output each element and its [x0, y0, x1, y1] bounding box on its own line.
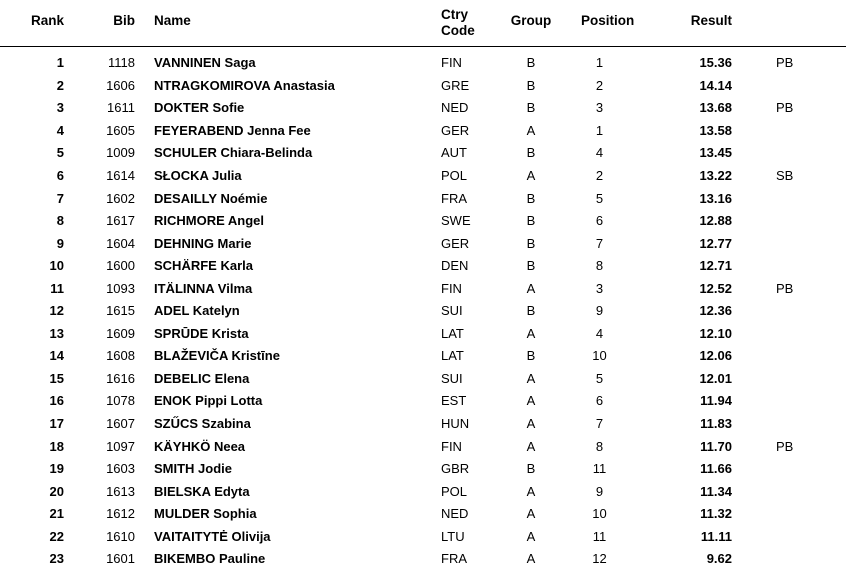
position-cell: 10: [592, 348, 607, 364]
spacer-cell: [732, 413, 776, 436]
header-position: Position: [581, 0, 618, 47]
table-row: [0, 300, 846, 323]
country-code-cell: SUI: [441, 303, 463, 319]
position-cell: 8: [595, 258, 604, 274]
group-cell: B: [526, 348, 536, 364]
athlete-name-cell: SPRŪDE Krista: [154, 325, 249, 341]
table-row: [0, 548, 846, 571]
country-code-cell: SWE: [441, 213, 471, 229]
table-row: [0, 47, 846, 75]
table-row: [0, 75, 846, 98]
position-cell: 3: [595, 100, 604, 116]
record-note-cell: [776, 480, 846, 503]
table-row: [0, 480, 846, 503]
header-ctry-line1: Ctry: [441, 7, 469, 22]
country-code-cell: FRA: [441, 190, 467, 206]
spacer-cell: [732, 548, 776, 571]
header-spacer: [135, 0, 154, 47]
table-row: [0, 277, 846, 300]
rank-cell: 5: [56, 145, 64, 161]
group-cell: B: [526, 235, 536, 251]
bib-cell: 1009: [106, 145, 135, 161]
group-cell: A: [526, 168, 536, 183]
bib-cell: 1614: [106, 168, 135, 183]
spacer-cell: [135, 548, 154, 571]
position-cell: 9: [595, 303, 604, 319]
rank-cell: 1: [56, 55, 64, 71]
group-cell: B: [526, 461, 536, 477]
table-row: [0, 390, 846, 413]
rank-cell: 18: [49, 438, 64, 454]
table-row: [0, 323, 846, 346]
group-cell: A: [526, 325, 536, 341]
table-row: [0, 368, 846, 391]
result-cell: 12.71: [699, 258, 732, 274]
header-rank: Rank: [0, 0, 64, 47]
spacer-cell: [732, 435, 776, 458]
position-cell: 12: [592, 551, 607, 567]
spacer-cell: [732, 458, 776, 481]
position-cell: 5: [595, 370, 604, 386]
bib-cell: 1601: [106, 551, 135, 567]
position-cell: 2: [595, 168, 604, 183]
athlete-name-cell: DEHNING Marie: [154, 235, 252, 251]
group-cell: B: [526, 258, 536, 274]
bib-cell: 1612: [106, 506, 135, 522]
table-row: [0, 210, 846, 233]
record-note-cell: [776, 142, 846, 165]
result-cell: 15.36: [699, 55, 732, 71]
header-country-code: [441, 0, 481, 47]
rank-cell: 16: [49, 393, 64, 409]
result-cell: 12.77: [699, 235, 732, 251]
record-note-cell: [776, 323, 846, 346]
athlete-name-cell: FEYERABEND Jenna Fee: [154, 122, 311, 138]
bib-cell: 1606: [106, 77, 135, 93]
rank-cell: 7: [56, 190, 64, 206]
spacer-cell: [732, 75, 776, 98]
rank-cell: 23: [49, 551, 64, 567]
spacer-cell: [732, 255, 776, 278]
table-row: [0, 525, 846, 548]
bib-cell: 1603: [106, 461, 135, 477]
table-row: [0, 255, 846, 278]
rank-cell: 9: [56, 235, 64, 251]
result-cell: 11.94: [700, 393, 732, 409]
spacer-cell: [135, 413, 154, 436]
country-code-cell: EST: [441, 393, 467, 409]
spacer-cell: [732, 187, 776, 210]
table-row: [0, 97, 846, 120]
position-cell: 10: [592, 506, 607, 522]
athlete-name-cell: RICHMORE Angel: [154, 213, 265, 229]
country-code-cell: LAT: [441, 325, 464, 341]
rank-cell: 20: [49, 483, 64, 499]
bib-cell: 1613: [106, 483, 135, 499]
record-note-cell: SB: [776, 168, 794, 183]
rank-cell: 22: [49, 528, 64, 544]
athlete-name-cell: DOKTER Sofie: [154, 100, 245, 116]
result-cell: 13.68: [699, 100, 732, 116]
spacer-cell: [732, 47, 776, 75]
spacer-cell: [135, 323, 154, 346]
record-note-cell: PB: [776, 280, 794, 296]
athlete-name-cell: ITÄLINNA Vilma: [154, 280, 253, 296]
spacer-cell: [732, 165, 776, 188]
spacer-cell: [135, 232, 154, 255]
spacer-cell: [135, 187, 154, 210]
country-code-cell: GER: [441, 122, 470, 138]
bib-cell: 1610: [106, 528, 135, 544]
position-cell: 7: [595, 235, 604, 251]
rank-cell: 3: [56, 100, 64, 116]
position-cell: 7: [595, 416, 604, 432]
result-cell: 12.36: [699, 303, 732, 319]
table-row: [0, 142, 846, 165]
bib-cell: 1616: [106, 370, 135, 386]
country-code-cell: AUT: [441, 145, 467, 161]
record-note-cell: [776, 345, 846, 368]
record-note-cell: [776, 525, 846, 548]
group-cell: A: [526, 280, 536, 296]
spacer-cell: [732, 323, 776, 346]
record-note-cell: [776, 232, 846, 255]
header-result: Result: [618, 0, 732, 47]
country-code-cell: NED: [441, 506, 469, 522]
result-cell: 11.34: [700, 483, 732, 499]
table-row: [0, 413, 846, 436]
position-cell: 11: [592, 528, 607, 544]
result-cell: 12.52: [699, 280, 732, 296]
position-cell: 1: [595, 122, 604, 138]
position-cell: 11: [592, 461, 607, 477]
group-cell: A: [526, 416, 536, 432]
spacer-cell: [135, 255, 154, 278]
spacer-cell: [732, 142, 776, 165]
rank-cell: 11: [50, 280, 64, 296]
athlete-name-cell: KÄYHKÖ Neea: [154, 438, 246, 454]
table-row: [0, 232, 846, 255]
group-cell: A: [526, 438, 536, 454]
country-code-cell: LAT: [441, 348, 464, 364]
position-cell: 4: [595, 145, 604, 161]
athlete-name-cell: MULDER Sophia: [154, 506, 257, 522]
country-code-cell: LTU: [441, 528, 465, 544]
group-cell: A: [526, 551, 536, 567]
position-cell: 9: [595, 483, 604, 499]
spacer-cell: [135, 435, 154, 458]
bib-cell: 1093: [106, 280, 135, 296]
rank-cell: 4: [56, 122, 64, 138]
spacer-cell: [732, 368, 776, 391]
bib-cell: 1608: [106, 348, 135, 364]
header-spacer: [732, 0, 776, 47]
rank-cell: 10: [49, 258, 64, 274]
position-cell: 8: [595, 438, 604, 454]
athlete-name-cell: DESAILLY Noémie: [154, 190, 268, 206]
record-note-cell: [776, 300, 846, 323]
spacer-cell: [732, 210, 776, 233]
athlete-name-cell: BLAŽEVIČA Kristīne: [154, 348, 280, 364]
spacer-cell: [732, 120, 776, 143]
group-cell: A: [526, 122, 536, 138]
spacer-cell: [732, 503, 776, 526]
bib-cell: 1609: [106, 325, 135, 341]
athlete-name-cell: SCHÄRFE Karla: [154, 258, 253, 274]
bib-cell: 1615: [106, 303, 135, 319]
group-cell: B: [526, 303, 536, 319]
table-row: [0, 345, 846, 368]
spacer-cell: [135, 120, 154, 143]
record-note-cell: [776, 75, 846, 98]
bib-cell: 1602: [106, 190, 135, 206]
rank-cell: 14: [49, 348, 64, 364]
table-body: [0, 47, 846, 571]
spacer-cell: [732, 480, 776, 503]
athlete-name-cell: SŁOCKA Julia: [154, 168, 242, 183]
spacer-cell: [135, 480, 154, 503]
country-code-cell: FRA: [441, 551, 467, 567]
country-code-cell: HUN: [441, 416, 470, 432]
rank-cell: 8: [56, 213, 64, 229]
spacer-cell: [732, 97, 776, 120]
country-code-cell: POL: [441, 168, 468, 183]
spacer-cell: [135, 47, 154, 75]
record-note-cell: [776, 548, 846, 571]
record-note-cell: [776, 210, 846, 233]
position-cell: 5: [595, 190, 604, 206]
group-cell: A: [526, 483, 536, 499]
record-note-cell: [776, 503, 846, 526]
athlete-name-cell: DEBELIC Elena: [154, 370, 250, 386]
rank-cell: 19: [49, 461, 64, 477]
record-note-cell: [776, 413, 846, 436]
athlete-name-cell: ENOK Pippi Lotta: [154, 393, 263, 409]
position-cell: 1: [595, 55, 604, 71]
result-cell: 11.70: [700, 438, 732, 454]
spacer-cell: [135, 368, 154, 391]
spacer-cell: [732, 232, 776, 255]
country-code-cell: GER: [441, 235, 470, 251]
athlete-name-cell: BIKEMBO Pauline: [154, 551, 266, 567]
rank-cell: 6: [56, 168, 64, 183]
result-cell: 14.14: [699, 77, 732, 93]
table-row: [0, 165, 846, 188]
bib-cell: 1617: [106, 213, 135, 229]
result-cell: 13.45: [699, 145, 732, 161]
country-code-cell: FIN: [441, 438, 462, 454]
athlete-name-cell: VAITAITYTĖ Olivija: [154, 528, 271, 544]
header-ctry-line2: Code: [441, 23, 475, 38]
rank-cell: 12: [49, 303, 64, 319]
spacer-cell: [135, 300, 154, 323]
position-cell: 6: [595, 213, 604, 229]
spacer-cell: [135, 458, 154, 481]
position-cell: 4: [595, 325, 604, 341]
group-cell: A: [526, 393, 536, 409]
result-cell: 12.01: [699, 370, 732, 386]
group-cell: A: [526, 370, 536, 386]
spacer-cell: [732, 345, 776, 368]
bib-cell: 1097: [106, 438, 135, 454]
rank-cell: 15: [49, 370, 64, 386]
country-code-cell: DEN: [441, 258, 469, 274]
table-row: [0, 435, 846, 458]
bib-cell: 1607: [106, 416, 135, 432]
table-row: [0, 120, 846, 143]
athlete-name-cell: NTRAGKOMIROVA Anastasia: [154, 77, 335, 93]
bib-cell: 1118: [108, 55, 135, 71]
athlete-name-cell: ADEL Katelyn: [154, 303, 240, 319]
position-cell: 2: [595, 77, 604, 93]
result-cell: 13.16: [699, 190, 732, 206]
bib-cell: 1611: [107, 100, 135, 116]
bib-cell: 1078: [106, 393, 135, 409]
position-cell: 3: [595, 280, 604, 296]
country-code-cell: GBR: [441, 461, 470, 477]
bib-cell: 1604: [106, 235, 135, 251]
record-note-cell: [776, 368, 846, 391]
record-note-cell: [776, 458, 846, 481]
header-name: Name: [154, 0, 441, 47]
spacer-cell: [135, 390, 154, 413]
group-cell: B: [526, 77, 536, 93]
table-header: [0, 0, 846, 47]
result-cell: 11.32: [700, 506, 732, 522]
header-note: [776, 0, 846, 47]
table-row: [0, 187, 846, 210]
spacer-cell: [135, 503, 154, 526]
athlete-name-cell: SMITH Jodie: [154, 461, 233, 477]
result-cell: 13.58: [699, 122, 732, 138]
rank-cell: 13: [49, 325, 64, 341]
group-cell: B: [526, 100, 536, 116]
bib-cell: 1605: [106, 122, 135, 138]
rank-cell: 21: [49, 506, 64, 522]
group-cell: B: [526, 213, 536, 229]
result-cell: 11.83: [700, 416, 732, 432]
country-code-cell: GRE: [441, 77, 470, 93]
athlete-name-cell: SZŰCS Szabina: [154, 416, 251, 432]
table-row: [0, 503, 846, 526]
header-row: [0, 0, 846, 47]
spacer-cell: [135, 210, 154, 233]
spacer-cell: [732, 525, 776, 548]
country-code-cell: NED: [441, 100, 469, 116]
header-bib: Bib: [64, 0, 135, 47]
table-row: [0, 458, 846, 481]
rank-cell: 17: [49, 416, 64, 432]
result-cell: 13.22: [699, 168, 732, 183]
spacer-cell: [135, 525, 154, 548]
country-code-cell: SUI: [441, 370, 463, 386]
header-group: Group: [481, 0, 581, 47]
group-cell: B: [526, 55, 536, 71]
result-cell: 9.62: [706, 551, 732, 567]
spacer-cell: [135, 165, 154, 188]
record-note-cell: [776, 187, 846, 210]
country-code-cell: FIN: [441, 55, 462, 71]
group-cell: A: [526, 506, 536, 522]
spacer-cell: [732, 390, 776, 413]
spacer-cell: [135, 75, 154, 98]
result-cell: 12.06: [699, 348, 732, 364]
group-cell: B: [526, 145, 536, 161]
group-cell: B: [526, 190, 536, 206]
spacer-cell: [135, 277, 154, 300]
bib-cell: 1600: [106, 258, 135, 274]
spacer-cell: [135, 345, 154, 368]
record-note-cell: PB: [776, 100, 794, 116]
rank-cell: 2: [56, 77, 64, 93]
record-note-cell: PB: [776, 55, 794, 71]
record-note-cell: [776, 255, 846, 278]
record-note-cell: [776, 120, 846, 143]
record-note-cell: PB: [776, 438, 794, 454]
position-cell: 6: [595, 393, 604, 409]
result-cell: 11.66: [700, 461, 732, 477]
result-cell: 11.11: [700, 528, 732, 544]
athlete-name-cell: BIELSKA Edyta: [154, 483, 250, 499]
record-note-cell: [776, 390, 846, 413]
result-cell: 12.10: [699, 325, 732, 341]
athlete-name-cell: VANNINEN Saga: [154, 55, 256, 71]
group-cell: A: [526, 528, 536, 544]
country-code-cell: POL: [441, 483, 468, 499]
athlete-name-cell: SCHULER Chiara-Belinda: [154, 145, 313, 161]
spacer-cell: [732, 300, 776, 323]
spacer-cell: [135, 142, 154, 165]
spacer-cell: [135, 97, 154, 120]
spacer-cell: [732, 277, 776, 300]
country-code-cell: FIN: [441, 280, 462, 296]
result-cell: 12.88: [699, 213, 732, 229]
